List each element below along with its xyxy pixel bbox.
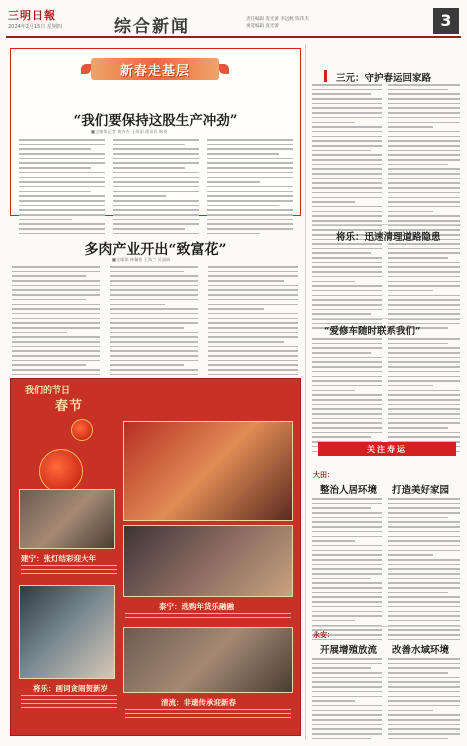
editor-line: 责任编辑 庞光蕾 李远帆 陈伟杰 xyxy=(246,17,309,22)
feature-banner xyxy=(91,58,219,80)
article-body-column xyxy=(312,338,382,455)
caption-text xyxy=(125,709,291,721)
region-label: 大田： xyxy=(313,470,334,479)
photo-jianning[interactable] xyxy=(123,421,293,521)
article-body-column xyxy=(312,84,382,243)
caption-text xyxy=(21,695,117,711)
article-body-column xyxy=(312,658,382,742)
story-headline[interactable]: “爱修车随时联系我们” xyxy=(324,326,421,337)
article-body-column xyxy=(207,139,293,237)
photo-caption: 建宁：张灯结彩迎大年 xyxy=(21,554,96,563)
article-body-column xyxy=(312,498,382,643)
banner-label: 新春走基层 xyxy=(119,64,190,79)
editor-credits xyxy=(246,16,309,30)
caption-text xyxy=(21,565,117,577)
newspaper-logo: 三明日報 xyxy=(8,9,56,22)
feature-byline: ■全媒体记者 黄卉杏 王琼丽 通讯员 韩英 xyxy=(91,129,168,134)
spread-title: 春节 xyxy=(55,399,84,414)
region-label: 永安： xyxy=(313,630,334,639)
lantern-icon xyxy=(71,419,93,441)
article-body-column xyxy=(388,338,460,455)
story-headline[interactable]: 三元：守护春运回家路 xyxy=(336,73,432,84)
photo-qingliu[interactable] xyxy=(123,627,293,693)
issue-date: 2024年2月15日 星期四 xyxy=(8,24,62,30)
caption-text xyxy=(125,613,291,621)
story-divider xyxy=(312,318,461,319)
festival-photo-spread xyxy=(10,378,301,736)
article-body-column xyxy=(388,498,460,643)
feature-headline[interactable]: “我们要保持这股生产冲劲” xyxy=(73,113,238,129)
story-headline[interactable]: 改善水域环境 xyxy=(392,645,450,656)
section-title: 综合新闻 xyxy=(114,17,190,37)
story-byline: ■全媒体 林馨怡 王海兰 吴丽娟 xyxy=(112,257,171,262)
photo-caption: 清流：非遗传承迎新春 xyxy=(161,698,236,707)
story-divider xyxy=(312,224,461,225)
story-headline[interactable]: 将乐：迅速清理道路隐患 xyxy=(336,232,441,243)
leaf-decoration-icon xyxy=(219,64,229,74)
story-divider xyxy=(312,626,461,627)
lantern-icon xyxy=(39,449,83,493)
story-headline[interactable]: 多肉产业开出“致富花” xyxy=(84,242,227,258)
section-label-bar: 关注寿运 xyxy=(318,442,456,456)
spread-tag: 我们的节日 xyxy=(25,386,71,396)
editor-line: 视觉编辑 庞光蕾 xyxy=(246,24,279,29)
photo-taining[interactable] xyxy=(123,525,293,597)
feature-story-box[interactable] xyxy=(10,48,301,216)
column-divider xyxy=(305,44,306,740)
article-body-column xyxy=(113,139,199,237)
photo-caption: 泰宁：选购年货乐融融 xyxy=(159,602,234,611)
story-headline[interactable]: 开展增殖放流 xyxy=(320,645,378,656)
photo-caption: 将乐：画词贪闹贺新岁 xyxy=(33,684,108,693)
masthead xyxy=(6,4,461,38)
article-body-column xyxy=(388,84,460,243)
headline-marker xyxy=(324,70,327,82)
page-number: 3 xyxy=(433,8,459,34)
story-headline[interactable]: 整治人居环境 xyxy=(320,485,378,496)
photo-jianning-people[interactable] xyxy=(19,489,115,549)
article-body-column xyxy=(388,658,460,742)
photo-jiangle[interactable] xyxy=(19,585,115,679)
article-body-column xyxy=(19,139,105,237)
leaf-decoration-icon xyxy=(81,64,91,74)
story-headline[interactable]: 打造美好家园 xyxy=(392,485,450,496)
